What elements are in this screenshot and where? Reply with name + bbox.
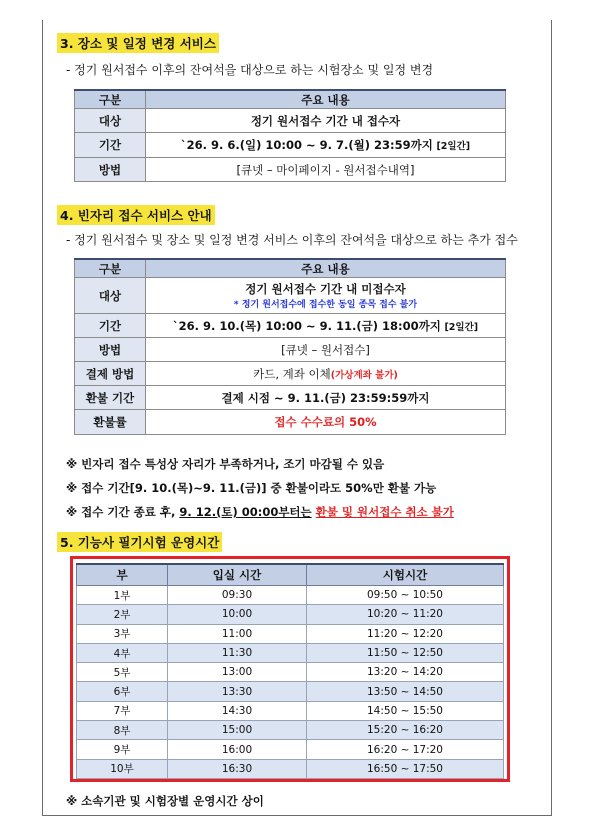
entry-time-cell: 14:30 [168,701,307,720]
row-label: 기간 [75,314,146,338]
header-exam-time: 시험시간 [307,564,504,586]
row-label: 대상 [75,278,146,314]
schedule-row [77,605,504,624]
schedule-table [76,563,504,779]
schedule-row [77,682,504,701]
schedule-row [77,586,504,605]
schedule-row [77,740,504,759]
exam-time-cell: 13:50 ~ 14:50 [307,682,504,701]
row-value [146,278,506,314]
period-text: `26. 9. 6.(일) 10:00 ~ 9. 7.(월) 23:59까지 [180,138,433,152]
row-value: 정기 원서접수 기간 내 접수자 [146,109,506,133]
row-value [146,314,506,338]
section4-title: 4. 빈자리 접수 서비스 안내 [57,205,215,225]
session-cell: 6부 [77,682,168,701]
row-value: 접수 수수료의 50% [146,410,506,435]
header-content: 주요 내용 [146,90,506,109]
row-label: 환불 기간 [75,386,146,410]
session-cell: 2부 [77,605,168,624]
row-value: 결제 시점 ~ 9. 11.(금) 23:59:59까지 [146,386,506,410]
section4-table [74,258,506,435]
entry-time-cell: 13:00 [168,663,307,682]
entry-time-cell: 15:00 [168,721,307,740]
exam-time-cell: 11:20 ~ 12:20 [307,624,504,643]
section5-title: 5. 기능사 필기시험 운영시간 [57,532,222,552]
session-cell: 10부 [77,759,168,778]
period-suffix: [2일간] [444,321,479,333]
entry-time-cell: 11:00 [168,624,307,643]
header-session: 부 [77,564,168,586]
note-3 [66,504,454,520]
schedule-row [77,759,504,778]
note-1: ※ 빈자리 접수 특성상 자리가 부족하거나, 조기 마감될 수 있음 [66,457,385,471]
session-cell: 7부 [77,701,168,720]
row-value [146,362,506,386]
row-label: 방법 [75,338,146,362]
exam-time-cell: 16:50 ~ 17:50 [307,759,504,778]
target-text: 정기 원서접수 기간 내 미접수자 [245,282,406,296]
entry-time-cell: 11:30 [168,643,307,662]
session-cell: 3부 [77,624,168,643]
entry-time-cell: 09:30 [168,586,307,605]
section3-table [74,89,506,182]
note-2: ※ 접수 기간[9. 10.(목)~9. 11.(금)] 중 환불이라도 50%만 환불 가능 [66,481,437,495]
payment-note: (가상계좌 불가) [330,369,398,381]
schedule-row [77,663,504,682]
row-label: 기간 [75,133,146,158]
entry-time-cell: 16:30 [168,759,307,778]
entry-time-cell: 13:30 [168,682,307,701]
session-cell: 4부 [77,643,168,662]
header-category: 구분 [75,259,146,278]
schedule-row [77,701,504,720]
exam-time-cell: 10:20 ~ 11:20 [307,605,504,624]
entry-time-cell: 10:00 [168,605,307,624]
section4-desc: - 정기 원서접수 및 장소 및 일정 변경 서비스 이후의 잔여석을 대상으로 하는 추가 접수 [66,233,518,247]
session-cell: 8부 [77,721,168,740]
schedule-row [77,624,504,643]
session-cell: 5부 [77,663,168,682]
section3-desc: - 정기 원서접수 이후의 잔여석을 대상으로 하는 시험장소 및 일정 변경 [66,63,434,77]
schedule-row [77,643,504,662]
row-value: [큐넷 – 원서접수] [146,338,506,362]
payment-text: 카드, 계좌 이체 [253,366,331,381]
note-3-prefix: ※ 접수 기간 종료 후, [66,505,180,519]
header-entry-time: 입실 시간 [168,564,307,586]
period-suffix: [2일간] [436,141,471,152]
session-cell: 9부 [77,740,168,759]
exam-time-cell: 14:50 ~ 15:50 [307,701,504,720]
schedule-body [77,586,504,779]
row-label: 대상 [75,109,146,133]
schedule-row [77,721,504,740]
exam-time-cell: 11:50 ~ 12:50 [307,643,504,662]
header-category: 구분 [75,90,146,109]
exam-time-cell: 13:20 ~ 14:20 [307,663,504,682]
exam-time-cell: 15:20 ~ 16:20 [307,721,504,740]
entry-time-cell: 16:00 [168,740,307,759]
row-label: 방법 [75,158,146,182]
section5-footnote: ※ 소속기관 및 시험장별 운영시간 상이 [66,794,264,808]
session-cell: 1부 [77,586,168,605]
section3-title: 3. 장소 및 일정 변경 서비스 [57,33,219,53]
row-value: [큐넷 – 마이페이지 - 원서접수내역] [146,158,506,182]
exam-time-cell: 09:50 ~ 10:50 [307,586,504,605]
target-note: * 정기 원서접수에 접수한 동일 종목 접수 불가 [233,300,418,310]
period-text: `26. 9. 10.(목) 10:00 ~ 9. 11.(금) 18:00까지 [172,318,441,333]
exam-time-cell: 16:20 ~ 17:20 [307,740,504,759]
header-content: 주요 내용 [146,259,506,278]
row-label: 결제 방법 [75,362,146,386]
row-label: 환불률 [75,410,146,435]
row-value [146,133,506,158]
note-3-date: 9. 12.(토) 00:00부터는 [179,505,312,519]
note-3-warning: 환불 및 원서접수 취소 불가 [315,505,454,519]
